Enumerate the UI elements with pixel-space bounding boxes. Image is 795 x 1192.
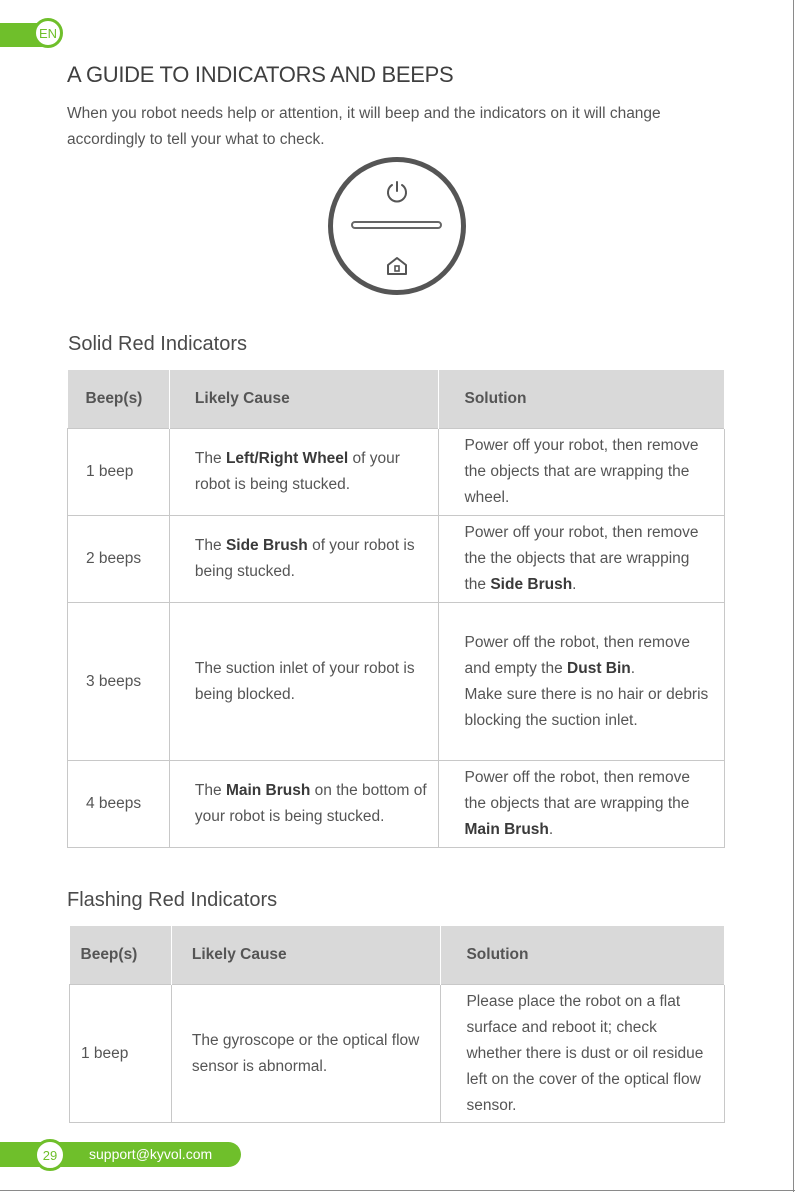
table-row (68, 429, 725, 516)
indicator-bar (351, 221, 442, 229)
page-title: A GUIDE TO INDICATORS AND BEEPS (67, 62, 454, 87)
header-cause: Likely Cause (171, 926, 441, 985)
power-icon (384, 179, 410, 205)
solution-cell: Power off the robot, then remove the objects that are wrapping the Main Brush. (439, 761, 725, 848)
table-row (68, 761, 725, 848)
solid-red-title: Solid Red Indicators (68, 333, 247, 355)
cause-cell: The Main Brush on the bottom of your robot is being stucked. (169, 761, 439, 848)
beep-cell: 1 beep (70, 985, 172, 1123)
solution-cell: Power off the robot, then remove and empty the Dust Bin. Make sure there is no hair or debris blocking the suction inlet. (439, 603, 725, 761)
cause-cell: The Left/Right Wheel of your robot is being stucked. (169, 429, 439, 516)
intro-text: When you robot needs help or attention, it will beep and the indicators on it will change accordingly to tell your what to check. (67, 105, 661, 148)
page-border-bottom (0, 1190, 795, 1191)
page-number: 29 (34, 1139, 66, 1171)
cause-cell: The suction inlet of your robot is being blocked. (169, 603, 439, 761)
solution-cell: Power off your robot, then remove the the objects that are wrapping the Side Brush. (439, 516, 725, 603)
page-border-right (793, 0, 794, 1192)
cause-cell: The Side Brush of your robot is being stucked. (169, 516, 439, 603)
solution-cell: Power off your robot, then remove the objects that are wrapping the wheel. (439, 429, 725, 516)
solution-cell: Please place the robot on a flat surface and reboot it; check whether there is dust or oil residue left on the cover of the optical flow sensor. (441, 985, 725, 1123)
solid-red-table (67, 370, 725, 848)
beep-cell: 3 beeps (68, 603, 170, 761)
flashing-red-title: Flashing Red Indicators (67, 889, 278, 911)
header-solution: Solution (441, 926, 725, 985)
beep-cell: 1 beep (68, 429, 170, 516)
flashing-red-table (69, 926, 725, 1123)
home-icon (385, 255, 409, 277)
language-badge: EN (33, 18, 63, 48)
support-email[interactable]: support@kyvol.com (89, 1146, 213, 1162)
header-beeps: Beep(s) (68, 370, 170, 429)
cause-cell: The gyroscope or the optical flow sensor is abnormal. (171, 985, 441, 1123)
header-solution: Solution (439, 370, 725, 429)
header-cause: Likely Cause (169, 370, 439, 429)
beep-cell: 4 beeps (68, 761, 170, 848)
header-beeps: Beep(s) (70, 926, 172, 985)
table-row (68, 516, 725, 603)
table-row (68, 603, 725, 761)
table-row (70, 985, 725, 1123)
beep-cell: 2 beeps (68, 516, 170, 603)
